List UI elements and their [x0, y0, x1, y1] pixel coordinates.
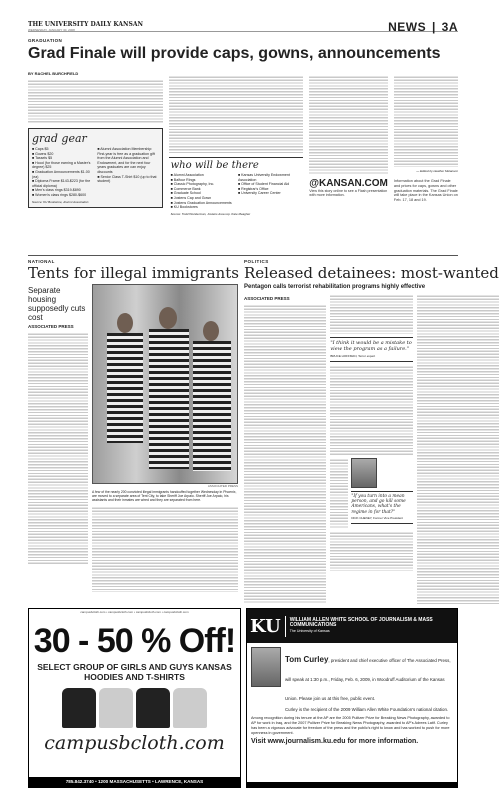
shirt-icon	[173, 688, 207, 728]
list-item: ■ Classic Photography, Inc.	[170, 182, 215, 187]
immigrants-content	[28, 284, 238, 592]
inmate-stripes	[107, 333, 143, 443]
ad-subtext: SELECT GROUP OF GIRLS AND GUYS KANSAS HOODIES AND T-SHIRTS	[37, 662, 232, 682]
curley-photo	[251, 647, 281, 687]
who-will-be-there-box	[169, 157, 304, 218]
section-separator: |	[431, 19, 436, 34]
grad-gear-items	[32, 147, 159, 198]
immigrants-body-text	[28, 332, 88, 564]
shirt-icon	[62, 688, 96, 728]
graduation-middle-column	[169, 67, 304, 252]
pull-quote-attribution: BRUCE HOFFMAN, Terror expert	[330, 354, 376, 358]
list-item: ■ Gowns $20	[32, 151, 54, 156]
who-list-left	[171, 173, 234, 210]
list-item: ■ Graduate School	[170, 191, 201, 196]
newspaper-page	[28, 19, 499, 784]
detainees-body-text-2	[330, 294, 412, 334]
ad-top-strip: campusbcloth.com • campusbcloth.com • campusbcloth.com • campusbcloth.com	[80, 610, 189, 614]
page-number: 3A	[441, 19, 458, 34]
shirt-icon	[99, 688, 133, 728]
list-item: ■ University Career Center	[237, 191, 281, 196]
grad-gear-box	[28, 128, 163, 208]
photo-credit: ASSOCIATED PRESS	[207, 484, 238, 488]
masthead: THE UNIVERSITY DAILY KANSAN	[28, 21, 143, 28]
detainees-content	[244, 294, 499, 604]
graduation-story	[28, 67, 458, 252]
list-item: ■ Jostens Cap and Gown	[170, 195, 212, 200]
section-name: NEWS	[388, 19, 427, 34]
detainees-headline: Released detainees: most-wanted	[244, 264, 499, 282]
kansan-com-logo[interactable]: @KANSAN.COM	[309, 178, 388, 189]
detainees-body-text-5	[330, 531, 412, 571]
graduation-body-text-2	[169, 75, 304, 153]
ad-discount: 30 - 50 % Off!	[33, 622, 236, 660]
graduation-byline: BY RACHEL BURCHFIELD	[28, 71, 79, 76]
immigrants-source: ASSOCIATED PRESS	[28, 324, 74, 329]
list-item: ■ Tassels $5	[32, 156, 53, 161]
pull-quote-2	[351, 491, 412, 524]
list-item: ■ Graduation Announcements $1.00 (ea)	[32, 169, 90, 179]
grad-gear-list-right	[97, 147, 158, 198]
ads-row	[28, 608, 458, 788]
speaker-name: Tom Curley	[285, 655, 329, 664]
who-list-right	[238, 173, 301, 210]
editor-note: — Edited by Heather Melanson	[416, 169, 458, 173]
cheney-block	[330, 458, 412, 528]
kansan-promo-text: View this story online to see a Flash presentation with more information.	[309, 189, 388, 197]
lower-stories	[28, 259, 499, 604]
grad-finale-info: Information about the Grad Finale and prices for caps, gowns and other graduation materials. The Grad Finale will take place in the Kansas Union on Feb. 17, 18 and 19.	[393, 179, 458, 203]
pull-quote-1	[330, 337, 412, 362]
graduation-kicker: GRADUATION	[28, 38, 63, 43]
list-item: ■ Hood (for those earning a Master's degree) $25	[32, 160, 91, 170]
graduation-main-column	[28, 67, 163, 252]
pull-quote-text: "If you turn into a mean person, and go kill some Americans, what's the regime in for that?"	[351, 494, 406, 515]
graduation-body-text-3	[309, 75, 388, 175]
list-item: ■ Balfour Rings	[170, 177, 196, 182]
ku-ad-header	[247, 609, 457, 643]
recognition-text: Among recognition during his tenure at the AP are the 2005 Pulitzer Prize for Breaking News Photography, awarded to AP for work in Iraq, and the 2007 Pulitzer Prize for Breaking News Photography, awarded to AP's Adrees Latif. Curley has been a vigorous advocate for freedom of the press and the public's right to know and has worked to push for more openness in government.	[251, 716, 450, 735]
politics-kicker: POLITICS	[244, 259, 269, 264]
graduation-headline: Grad Finale will provide caps, gowns, announcements	[28, 45, 441, 62]
ad-brand: campusbcloth.com	[44, 732, 225, 754]
inmate-head	[159, 307, 177, 329]
list-item: ■ Caps $5	[32, 147, 49, 151]
detainees-story	[244, 259, 499, 604]
section-divider	[28, 255, 458, 256]
ku-journalism-ad[interactable]	[246, 608, 458, 788]
detainees-column-2	[330, 294, 412, 604]
list-item: ■ Women's class rings $280-$600	[32, 192, 87, 197]
list-item: ■ Diploma Frame $143-$223 (for the official diploma)	[32, 179, 91, 188]
graduation-body-text-4	[394, 75, 458, 167]
list-item: ■ Alumni Association	[170, 173, 204, 177]
who-title: who will be there	[170, 160, 259, 171]
list-item: ■ Registrar's Office	[237, 186, 269, 191]
list-item: ■ Men's class rings $319-$890	[32, 188, 81, 193]
ku-ad-footer-bar	[247, 782, 457, 787]
detainees-column-1	[244, 294, 326, 604]
cheney-quote-area	[351, 458, 412, 528]
inmate-head	[203, 321, 219, 341]
list-item: ■ Commerce Bank	[170, 186, 201, 191]
list-item: ■ Senior Class T-Shirt $10 (up to that student)	[97, 174, 157, 184]
immigrants-deck: Separate housing supposedly cuts cost	[28, 286, 86, 322]
campus-cloth-ad[interactable]	[28, 608, 241, 788]
detainees-source: ASSOCIATED PRESS	[244, 296, 290, 301]
pull-quote-attribution: DICK CHENEY, Former Vice President	[351, 515, 403, 520]
graduation-body-text	[28, 79, 163, 124]
grad-gear-title: grad gear	[32, 132, 87, 145]
who-source: Source: Todd Wunderman, Jostens Area rep. Kate Meagher	[170, 211, 251, 216]
list-item: ■ KU Bookstores	[170, 205, 198, 210]
immigrants-headline: Tents for illegal immigrants	[28, 264, 239, 282]
ad-shirts	[29, 688, 240, 728]
detainees-body-text-6	[417, 294, 499, 604]
ad-footer: 785.842.3740 • 1200 MASSACHUSETTS • LAWRENCE, KANSAS	[29, 777, 240, 787]
photo-caption: A few of the nearly 200 convicted illegal immigrants handcuffed together Wednesday in Phoenix, are moved to a separate area of Tent City, to take Sheriff Joe Arpaio. Sheriff Joe Arpaio, his assistants and their inmates are wired and they are separated from here.	[92, 490, 237, 503]
ku-ad-url[interactable]: Visit www.journalism.ku.edu for more information.	[251, 737, 419, 745]
who-items	[171, 173, 302, 210]
ku-ad-body	[247, 643, 457, 716]
grad-gear-list-left	[32, 147, 93, 198]
immigrants-story	[28, 259, 238, 604]
detainees-body-text-3	[330, 365, 412, 455]
school-subtitle: The University of Kansas	[289, 628, 330, 633]
speaker-details: , president and chief executive officer of The Associated Press, will speak at 1:30 p.m., Friday, Feb. 6, 2009, in Woodruff Auditorium of the Kansas Union. Please join us at this free, public event.	[285, 658, 451, 701]
list-item: ■ Kansas University Endowment Association	[237, 173, 290, 182]
list-item: ■ Office of Student Financial Aid	[237, 182, 290, 187]
detainees-deck: Pentagon calls terrorist rehabilitation programs highly effective	[244, 284, 426, 290]
immigrants-photo-column	[92, 284, 238, 592]
graduation-column-3	[309, 67, 388, 252]
inmate-stripes	[193, 341, 231, 471]
section-page-tag	[388, 20, 458, 34]
inmate-stripes	[149, 329, 189, 469]
school-name: WILLIAM ALLEN WHITE SCHOOL OF JOURNALISM & MASS COMMUNICATIONS	[289, 616, 433, 629]
school-name-block	[290, 618, 454, 635]
detainees-body-text-4	[330, 458, 348, 528]
cheney-photo	[351, 458, 377, 488]
immigrants-body-text-2	[92, 506, 238, 592]
ku-logo: KU	[250, 616, 286, 637]
inmate-head	[117, 313, 133, 333]
list-item: ■ Jostens Graduation Announcements	[170, 200, 232, 205]
list-item: ■ Alumni Association Membership: First-year is free as a graduation gift from the Alumni Association and Endowment, and for the next four years graduates are can enjoy discounts	[97, 147, 155, 174]
date-line: WEDNESDAY, JANUARY 30, 2008	[28, 28, 75, 32]
page-header	[28, 19, 458, 34]
national-kicker: NATIONAL	[28, 259, 55, 264]
detainees-column-3	[417, 294, 499, 604]
ku-ad-main-text	[285, 647, 453, 712]
grad-gear-source: Source: KU Bookstore, Alumni Association	[32, 199, 89, 204]
inmates-photo	[92, 284, 238, 484]
graduation-column-4	[394, 67, 458, 252]
immigrants-text-column	[28, 284, 88, 592]
detainees-body-text	[244, 304, 326, 604]
pull-quote-text: "I think it would be a mistake to view the program as a failure."	[330, 340, 412, 352]
shirt-icon	[136, 688, 170, 728]
citation-text: Curley is the recipient of the 2009 William Allen White Foundation's national citation.	[285, 707, 449, 712]
